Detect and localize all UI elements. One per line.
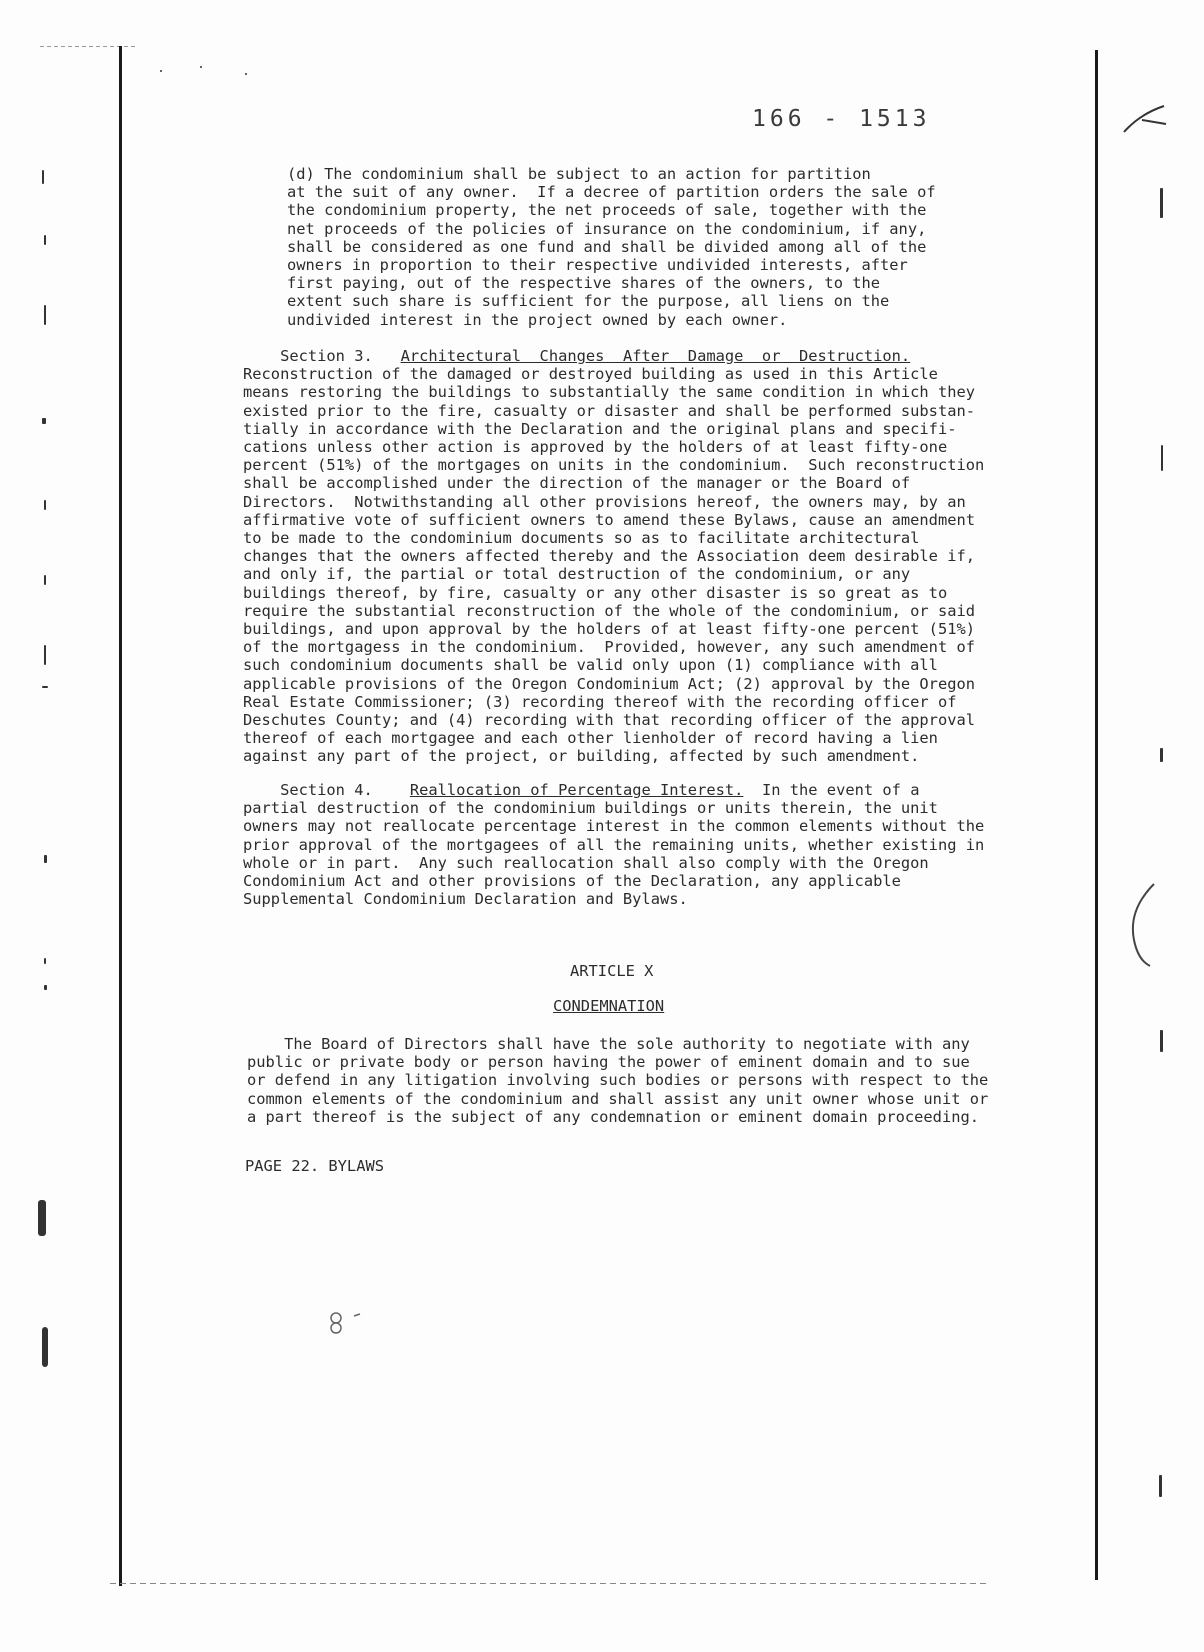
margin-speck	[44, 855, 47, 863]
page-footer: PAGE 22. BYLAWS	[245, 1157, 384, 1175]
text-line: shall be considered as one fund and shall be divided among all of the	[287, 237, 927, 256]
margin-speck	[42, 170, 44, 184]
text-line: Reconstruction of the damaged or destroyed building as used in this Article	[243, 365, 938, 384]
text-line: the condominium property, the net proceeds of sale, together with the	[287, 201, 927, 220]
text-line: common elements of the condominium and shall assist any unit owner whose unit or	[247, 1089, 989, 1108]
margin-speck	[44, 500, 46, 510]
text-line: Real Estate Commissioner; (3) recording thereof with the recording officer of	[243, 692, 957, 711]
margin-speck	[44, 305, 46, 325]
text-line: tially in accordance with the Declaration and the original plans and specifi-	[243, 419, 957, 438]
bracket-mark-icon	[1124, 880, 1164, 970]
section-heading: Reallocation of Percentage Interest.	[409, 781, 744, 799]
margin-speck	[200, 66, 202, 68]
paragraph-d	[287, 165, 936, 329]
margin-speck	[38, 1200, 46, 1236]
text-line: prior approval of the mortgagees of all the remaining units, whether existing in	[243, 835, 985, 854]
text-line: undivided interest in the project owned by each owner.	[287, 310, 788, 329]
text-line: The Board of Directors shall have the sole authority to negotiate with any	[247, 1035, 970, 1053]
margin-speck	[1161, 445, 1163, 471]
margin-speck	[44, 958, 46, 964]
section-label: Section 3.	[280, 347, 373, 365]
text-line: thereof of each mortgagee and each other lienholder of record having a lien	[243, 729, 938, 748]
text-line: Supplemental Condominium Declaration and Bylaws.	[243, 890, 688, 909]
text-line: require the substantial reconstruction of the whole of the condominium, or said	[243, 601, 976, 620]
margin-speck	[42, 686, 48, 688]
section-heading-tail: In the event of a	[743, 781, 920, 799]
section-4	[243, 781, 984, 908]
margin-speck	[42, 418, 46, 424]
text-line: or defend in any litigation involving such bodies or persons with respect to the	[247, 1071, 989, 1090]
text-line: Deschutes County; and (4) recording with that recording officer of the approval	[243, 711, 976, 730]
section-heading: Architectural Changes After Damage or Destruction.	[400, 347, 911, 365]
text-line: Condominium Act and other provisions of the Declaration, any applicable	[243, 872, 901, 891]
text-line: whole or in part. Any such reallocation shall also comply with the Oregon	[243, 853, 929, 872]
text-line: existed prior to the fire, casualty or disaster and shall be performed substan-	[243, 401, 976, 420]
text-line: buildings thereof, by fire, casualty or any other disaster is so great as to	[243, 583, 948, 602]
section-heading-line	[243, 781, 984, 799]
text-line: such condominium documents shall be valid only upon (1) compliance with all	[243, 656, 938, 675]
text-line: owners may not reallocate percentage interest in the common elements without the	[243, 817, 985, 836]
article-title: ARTICLE X	[570, 962, 654, 980]
text-line: shall be accomplished under the direction of the manager or the Board of	[243, 474, 911, 493]
margin-speck	[1160, 188, 1163, 218]
page-number: 166 - 1513	[752, 106, 931, 132]
stamp-mark-icon	[326, 1310, 366, 1338]
text-line: percent (51%) of the mortgages on units in the condominium. Such reconstruction	[243, 456, 985, 475]
text-line: means restoring the buildings to substantially the same condition in which they	[243, 383, 976, 402]
text-line: Directors. Notwithstanding all other provisions hereof, the owners may, by an	[243, 492, 966, 511]
text-line: against any part of the project, or building, affected by such amendment.	[243, 747, 920, 766]
margin-speck	[44, 645, 46, 665]
text-line: extent such share is sufficient for the purpose, all liens on the	[287, 292, 890, 311]
text-line: to be made to the condominium documents so as to facilitate architectural	[243, 529, 920, 548]
text-line: (d) The condominium shall be subject to an action for partition	[287, 165, 871, 183]
text-line: owners in proportion to their respective undivided interests, after	[287, 256, 908, 275]
margin-speck	[1160, 748, 1163, 762]
article-paragraph	[247, 1035, 988, 1126]
article-subtitle: CONDEMNATION	[553, 997, 665, 1015]
text-line: changes that the owners affected thereby and the Association deem desirable if,	[243, 547, 976, 566]
text-line: cations unless other action is approved by the holders of at least fifty-one	[243, 438, 948, 457]
text-line: at the suit of any owner. If a decree of partition orders the sale of	[287, 183, 936, 202]
text-line: affirmative vote of sufficient owners to amend these Bylaws, cause an amendment	[243, 510, 976, 529]
scan-edge-bottom	[110, 1583, 990, 1584]
text-line: of the mortgagess in the condominium. Provided, however, any such amendment of	[243, 638, 976, 657]
scan-edge-right	[1095, 50, 1098, 1580]
section-3	[243, 347, 984, 766]
margin-speck	[1160, 1030, 1163, 1052]
text-line: partial destruction of the condominium buildings or units therein, the unit	[243, 799, 938, 818]
margin-speck	[1159, 1475, 1162, 1497]
section-heading-line	[243, 347, 984, 365]
text-line: public or private body or person having the power of eminent domain and to sue	[247, 1053, 970, 1072]
margin-speck	[160, 70, 162, 72]
margin-speck	[44, 575, 46, 585]
margin-speck	[42, 1327, 48, 1367]
text-line: first paying, out of the respective shares of the owners, to the	[287, 274, 881, 293]
margin-speck	[245, 73, 247, 75]
margin-speck	[44, 235, 46, 245]
text-line: a part thereof is the subject of any condemnation or eminent domain proceeding.	[247, 1107, 980, 1126]
margin-speck	[44, 985, 47, 990]
text-line: and only if, the partial or total destruction of the condominium, or any	[243, 565, 911, 584]
section-label: Section 4.	[280, 781, 373, 799]
text-line: buildings, and upon approval by the holders of at least fifty-one percent (51%)	[243, 620, 976, 639]
text-line: net proceeds of the policies of insurance on the condominium, if any,	[287, 219, 927, 238]
text-line: applicable provisions of the Oregon Condominium Act; (2) approval by the Oregon	[243, 674, 976, 693]
scan-edge-left	[119, 46, 122, 1586]
pen-stroke-icon	[1120, 100, 1170, 140]
